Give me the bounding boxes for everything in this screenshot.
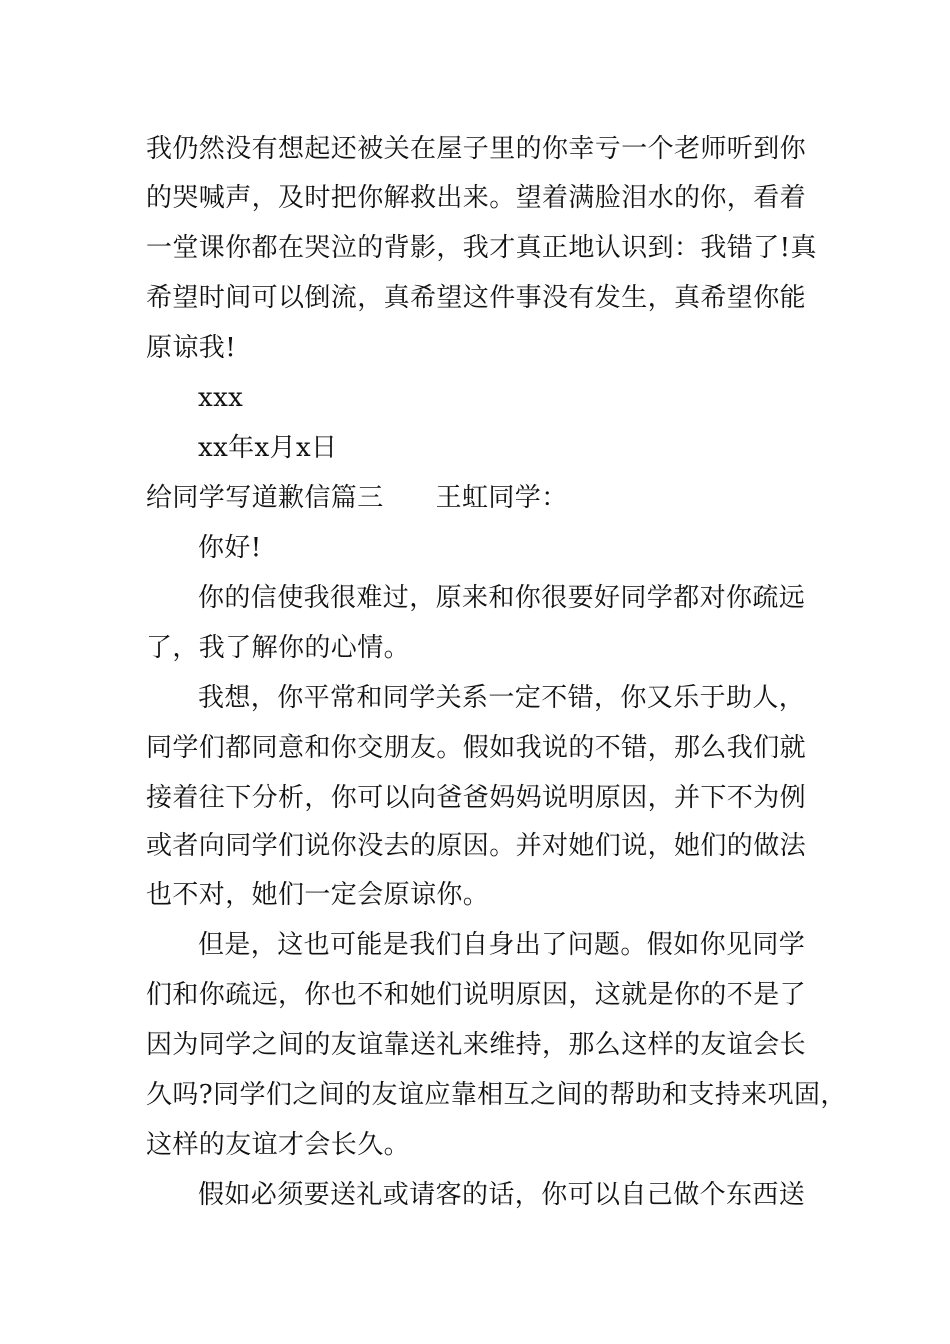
text-line: 也不对，她们一定会原谅你。 <box>146 880 490 910</box>
text-line: 我想，你平常和同学关系一定不错，你又乐于助人， <box>198 683 806 713</box>
text-line: 接着往下分析，你可以向爸爸妈妈说明原因，并下不为例 <box>146 783 807 813</box>
text-line: 久吗?同学们之间的友谊应靠相互之间的帮助和支持来巩固， <box>146 1080 847 1110</box>
section-heading-line <box>146 482 826 514</box>
text-line: 因为同学之间的友谊靠送礼来维持，那么这样的友谊会长 <box>146 1030 807 1060</box>
letter-salutation: 王虹同学： <box>435 483 568 513</box>
text-line: 原谅我! <box>146 333 237 363</box>
text-line: 希望时间可以倒流，真希望这件事没有发生，真希望你能 <box>146 283 807 313</box>
text-line: 这样的友谊才会长久。 <box>146 1130 411 1160</box>
signature-name: xxx <box>198 383 244 413</box>
text-line: 同学们都同意和你交朋友。假如我说的不错，那么我们就 <box>146 733 807 763</box>
text-line: 但是，这也可能是我们自身出了问题。假如你见同学 <box>198 930 806 960</box>
text-line: 的哭喊声，及时把你解救出来。望着满脸泪水的你，看着 <box>146 183 807 213</box>
text-line: 们和你疏远，你也不和她们说明原因，这就是你的不是了 <box>146 980 807 1010</box>
text-line: 或者向同学们说你没去的原因。并对她们说，她们的做法 <box>146 831 807 861</box>
greeting: 你好! <box>198 533 262 563</box>
text-line: 我仍然没有想起还被关在屋子里的你幸亏一个老师听到你 <box>146 134 807 164</box>
section-title: 给同学写道歉信篇三 <box>146 483 384 513</box>
text-line: 一堂课你都在哭泣的背影，我才真正地认识到：我错了!真 <box>146 233 817 263</box>
text-line: 了，我了解你的心情。 <box>146 633 411 663</box>
signature-date: xx年x月x日 <box>198 433 338 463</box>
text-line: 你的信使我很难过，原来和你很要好同学都对你疏远 <box>198 583 806 613</box>
text-line: 假如必须要送礼或请客的话，你可以自己做个东西送 <box>198 1180 806 1210</box>
